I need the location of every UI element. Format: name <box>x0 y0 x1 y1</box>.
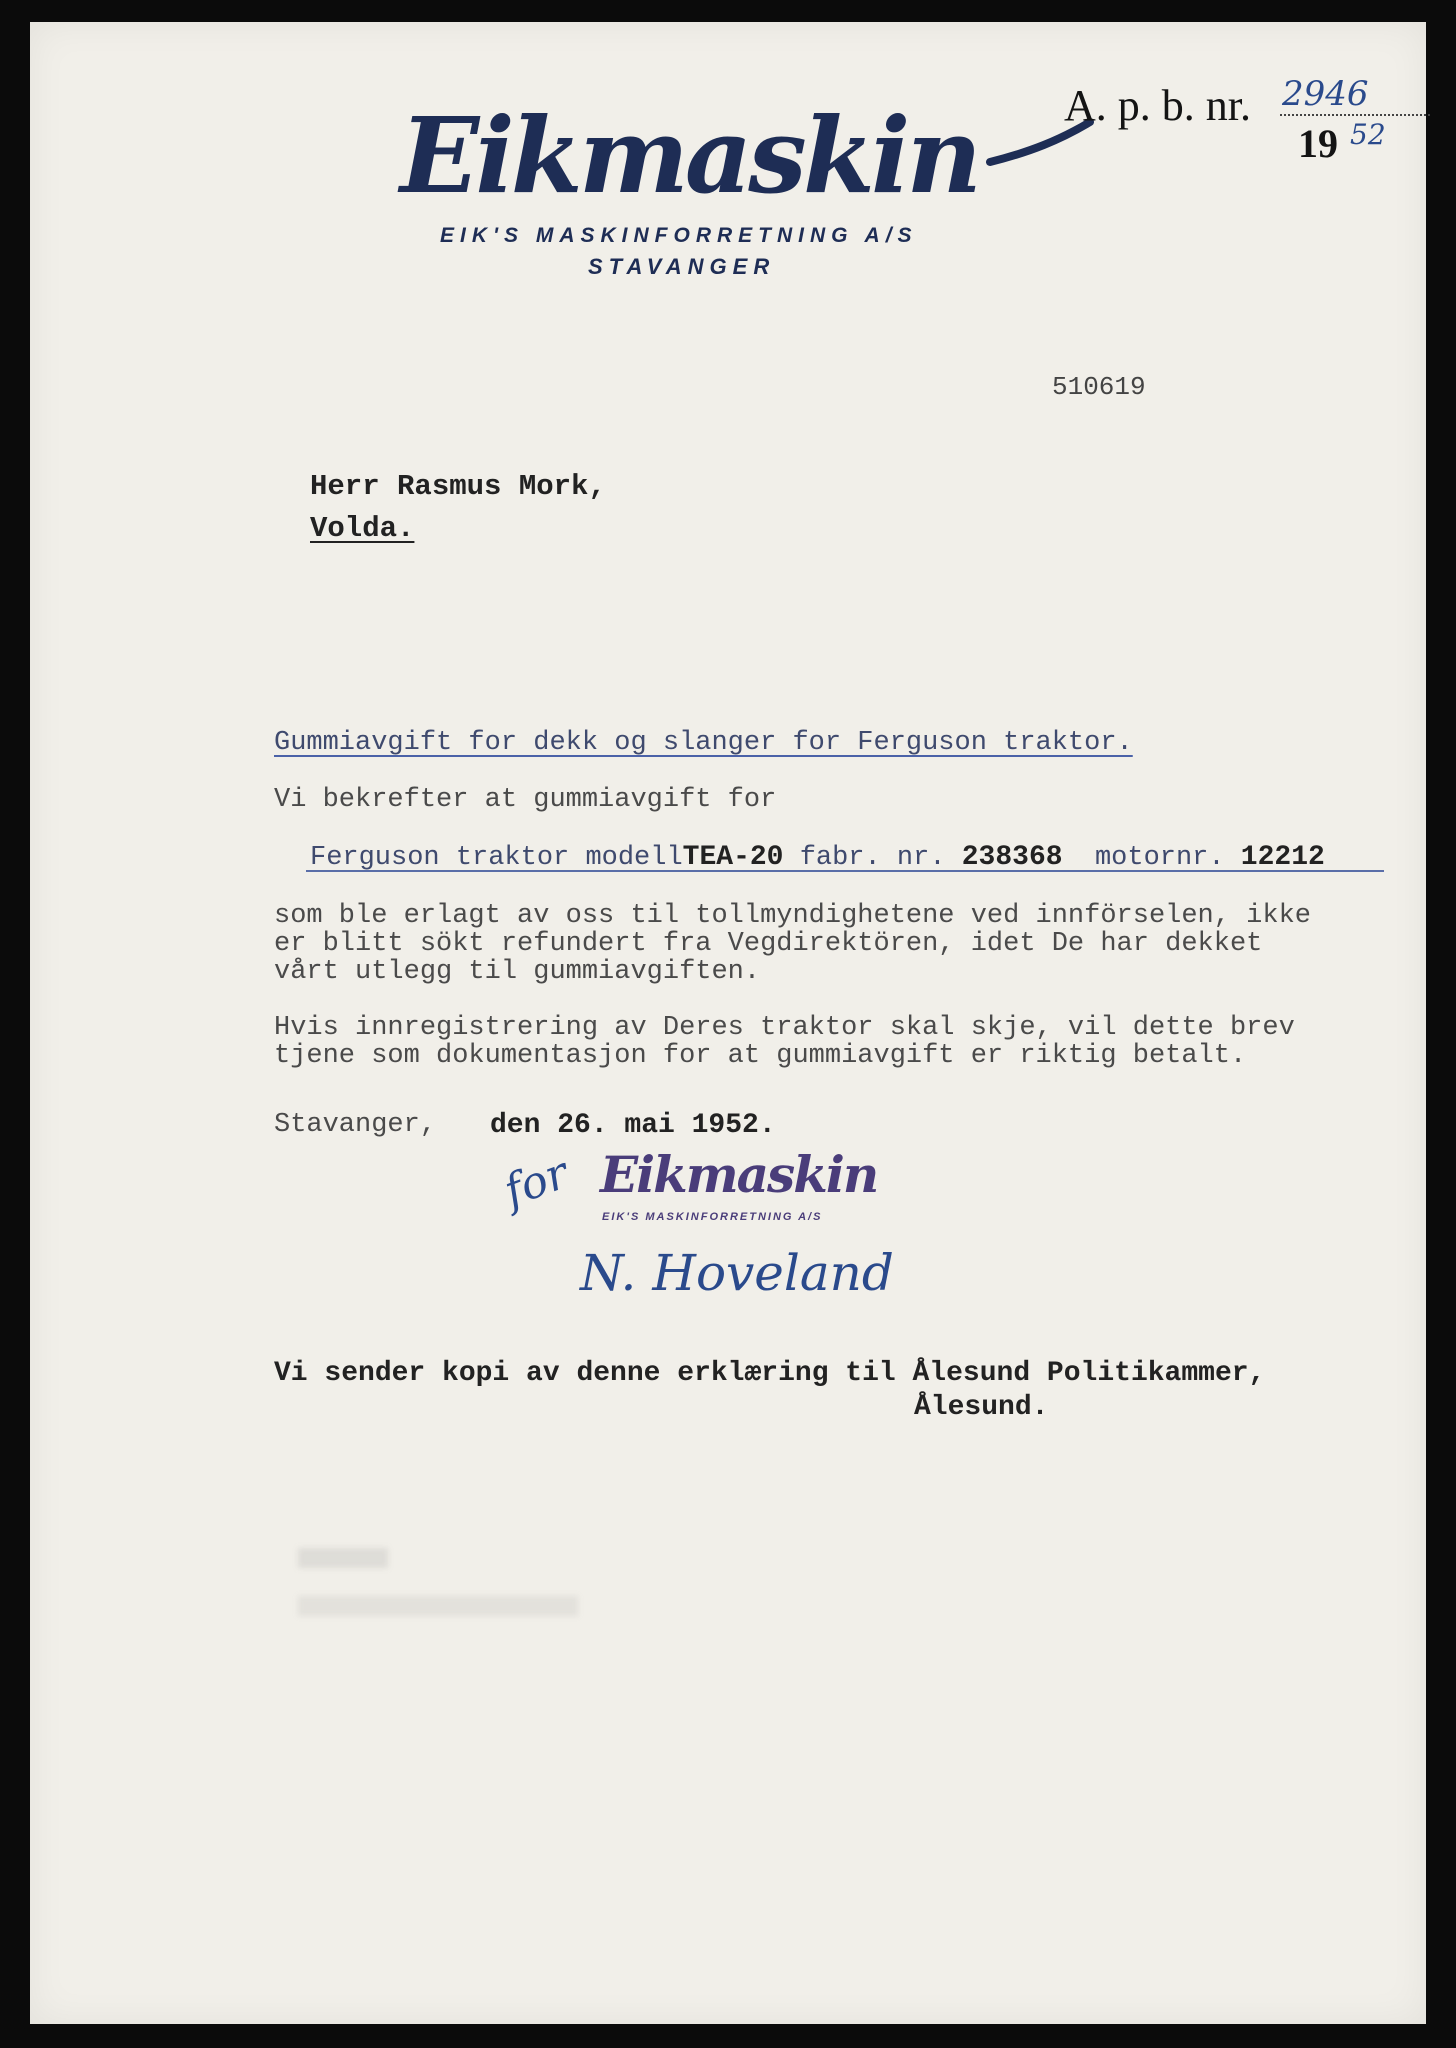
svg-text:Eikmaskin: Eikmaskin <box>400 94 978 217</box>
footer-line-2: Ålesund. <box>914 1392 1049 1423</box>
tractor-serial: 238368 <box>961 842 1063 873</box>
tractor-engine-label: motornr. <box>1094 843 1225 873</box>
closing-place: Stavanger, <box>274 1110 437 1140</box>
paragraph-1 <box>274 902 1311 986</box>
svg-text:EIK'S MASKINFORRETNING A/S: EIK'S MASKINFORRETNING A/S <box>602 1211 823 1223</box>
archive-stamp-underline <box>1280 114 1430 116</box>
archive-stamp-label: A. p. b. nr. <box>1064 81 1251 130</box>
letter-page <box>30 22 1426 2024</box>
tractor-engine: 12212 <box>1240 842 1325 873</box>
svg-text:N. Hoveland: N. Hoveland <box>580 1244 894 1302</box>
archive-stamp-number: 2946 <box>1282 74 1369 114</box>
tractor-serial-label: fabr. nr. <box>799 843 946 873</box>
recipient-name: Herr Rasmus Mork, <box>310 470 606 503</box>
svg-text:Eikmaskin: Eikmaskin <box>600 1145 878 1204</box>
paragraph-line: som ble erlagt av oss til tollmyndighetene ved innförselen, ikke <box>274 901 1311 931</box>
company-name: EIK'S MASKINFORRETNING A/S <box>440 224 918 247</box>
subject-line: Gummiavgift for dekk og slanger for Ferguson traktor. <box>274 728 1133 758</box>
paragraph-2 <box>274 1014 1295 1070</box>
paragraph-line: tjene som dokumentasjon for at gummiavgift er riktig betalt. <box>274 1041 1247 1071</box>
tractor-underline <box>306 870 1384 872</box>
intro-text: Vi bekrefter at gummiavgift for <box>274 785 777 815</box>
paragraph-line: vårt utlegg til gummiavgiften. <box>274 957 761 987</box>
eikmaskin-logo <box>390 92 1090 222</box>
recipient-place: Volda. <box>310 512 415 545</box>
tractor-details <box>310 842 1325 873</box>
tractor-model: TEA-20 <box>682 842 784 873</box>
footer-line-1: Vi sender kopi av denne erklæring til Ålesund Politikammer, <box>274 1358 1266 1389</box>
faded-text-mark <box>298 1548 388 1568</box>
tractor-model-label: Ferguson traktor modell <box>310 843 683 873</box>
faded-text-mark <box>298 1596 578 1616</box>
svg-text:for: for <box>497 1147 575 1218</box>
company-city: STAVANGER <box>588 254 776 279</box>
reference-number: 510619 <box>1052 372 1146 402</box>
archive-stamp-year-prefix: 19 <box>1298 121 1338 166</box>
paragraph-line: Hvis innregistrering av Deres traktor skal skje, vil dette brev <box>274 1013 1295 1043</box>
signature-stamp <box>497 1140 950 1310</box>
paragraph-line: er blitt sökt refundert fra Vegdirektören, idet De har dekket <box>274 929 1263 959</box>
archive-stamp-year-suffix: 52 <box>1350 118 1386 151</box>
closing-date: den 26. mai 1952. <box>490 1110 776 1141</box>
